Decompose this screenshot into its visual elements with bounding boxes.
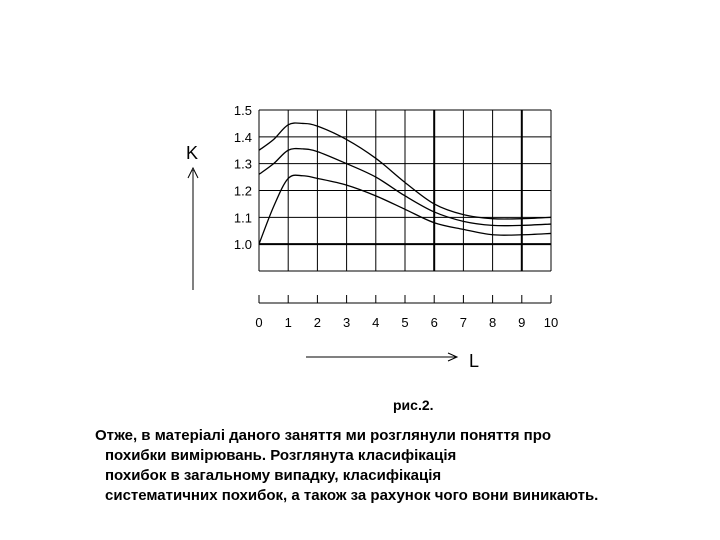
- bottom-axis-scale: [255, 295, 558, 330]
- y-tick-label: 1.0: [233, 237, 252, 253]
- body-line: систематичних похибок, а також за рахунок чого вони виникають.: [105, 487, 599, 504]
- x-tick-label: 3: [342, 315, 351, 330]
- chart-tick-labels: [234, 103, 252, 252]
- x-tick-label: 7: [459, 315, 468, 330]
- y-axis-arrow: [188, 168, 198, 290]
- x-tick-label: 4: [372, 315, 380, 330]
- figure-caption: рис.2.: [393, 397, 434, 413]
- y-axis-label: K: [186, 143, 199, 163]
- body-paragraph: [95, 426, 715, 506]
- y-tick-label: 1.2: [233, 183, 252, 199]
- chart-grid: [259, 110, 551, 271]
- x-tick-label: 9: [518, 315, 526, 330]
- x-axis-arrow: [306, 353, 457, 361]
- x-axis-label: L: [469, 351, 480, 371]
- x-tick-label: 10: [543, 315, 559, 330]
- y-tick-label: 1.1: [233, 210, 252, 226]
- y-tick-label: 1.3: [233, 156, 252, 172]
- x-tick-label: 8: [488, 315, 497, 330]
- body-line: похибки вимірювань. Розглянута класифікація: [105, 447, 457, 464]
- x-tick-label: 6: [430, 315, 438, 330]
- x-tick-label: 0: [255, 315, 263, 330]
- y-tick-label: 1.5: [233, 103, 252, 118]
- x-tick-label: 1: [284, 315, 292, 330]
- x-tick-label: 2: [313, 315, 322, 330]
- body-line: похибок в загальному випадку, класифікація: [105, 467, 442, 484]
- x-tick-label: 5: [401, 315, 409, 330]
- y-tick-label: 1.4: [233, 129, 252, 145]
- body-line: Отже, в матеріалі даного заняття ми розглянули поняття про: [95, 427, 552, 444]
